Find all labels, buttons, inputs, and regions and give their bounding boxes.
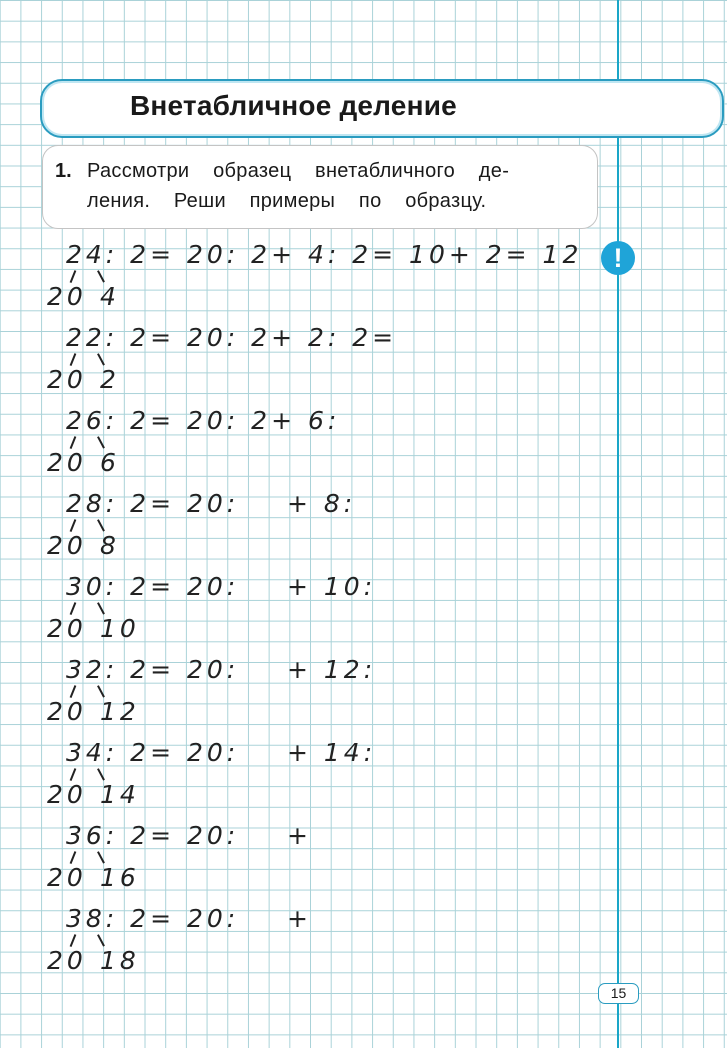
split-tens: 20 bbox=[47, 531, 87, 560]
example-row bbox=[0, 323, 600, 406]
task-instruction-box bbox=[42, 145, 598, 229]
split-stroke-left bbox=[70, 519, 76, 532]
split-stroke-left bbox=[70, 768, 76, 781]
split-tens: 20 bbox=[47, 614, 87, 643]
split-units: 18 bbox=[100, 946, 140, 975]
split-stroke-left bbox=[70, 602, 76, 615]
example-row bbox=[0, 489, 600, 572]
split-tens: 20 bbox=[47, 282, 87, 311]
section-title: Внетабличное деление bbox=[130, 90, 457, 121]
example-expression: 32: 2= 20: + 12: bbox=[66, 655, 377, 684]
example-expression: 36: 2= 20: + bbox=[66, 821, 312, 850]
split-tens: 20 bbox=[47, 365, 87, 394]
split-stroke-left bbox=[70, 685, 76, 698]
section-header bbox=[40, 79, 724, 138]
example-row bbox=[0, 738, 600, 821]
split-stroke-left bbox=[70, 270, 76, 283]
page-number: 15 bbox=[598, 983, 639, 1004]
split-tens: 20 bbox=[47, 780, 87, 809]
split-stroke-right bbox=[97, 270, 105, 282]
split-tens: 20 bbox=[47, 697, 87, 726]
split-stroke-right bbox=[97, 851, 105, 863]
split-tens: 20 bbox=[47, 863, 87, 892]
example-row bbox=[0, 406, 600, 489]
split-stroke-right bbox=[97, 934, 105, 946]
example-expression: 22: 2= 20: 2+ 2: 2= bbox=[66, 323, 398, 352]
split-tens: 20 bbox=[47, 448, 87, 477]
split-stroke-right bbox=[97, 519, 105, 531]
example-expression: 24: 2= 20: 2+ 4: 2= 10+ 2= 12 bbox=[66, 240, 583, 269]
split-stroke-right bbox=[97, 353, 105, 365]
split-stroke-left bbox=[70, 436, 76, 449]
split-units: 12 bbox=[100, 697, 140, 726]
split-units: 16 bbox=[100, 863, 140, 892]
example-expression: 26: 2= 20: 2+ 6: bbox=[66, 406, 341, 435]
example-expression: 30: 2= 20: + 10: bbox=[66, 572, 377, 601]
task-number: 1. bbox=[55, 160, 72, 182]
split-units: 6 bbox=[100, 448, 120, 477]
example-expression: 28: 2= 20: + 8: bbox=[66, 489, 357, 518]
split-stroke-left bbox=[70, 934, 76, 947]
example-row bbox=[0, 821, 600, 904]
split-stroke-right bbox=[97, 768, 105, 780]
split-stroke-right bbox=[97, 602, 105, 614]
task-text-line-2: ления. Реши примеры по образцу. bbox=[87, 190, 487, 212]
split-units: 2 bbox=[100, 365, 120, 394]
split-stroke-left bbox=[70, 353, 76, 366]
exclamation-icon: ! bbox=[601, 241, 635, 275]
example-expression: 34: 2= 20: + 14: bbox=[66, 738, 377, 767]
example-row bbox=[0, 655, 600, 738]
split-stroke-right bbox=[97, 436, 105, 448]
example-expression: 38: 2= 20: + bbox=[66, 904, 312, 933]
margin-line bbox=[617, 0, 619, 1048]
example-row bbox=[0, 904, 600, 987]
example-row bbox=[0, 572, 600, 655]
split-tens: 20 bbox=[47, 946, 87, 975]
split-units: 4 bbox=[100, 282, 120, 311]
example-row bbox=[0, 240, 600, 323]
split-stroke-left bbox=[70, 851, 76, 864]
split-units: 8 bbox=[100, 531, 120, 560]
split-units: 14 bbox=[100, 780, 140, 809]
task-text-line-1: Рассмотри образец внетабличного де- bbox=[87, 160, 510, 182]
split-stroke-right bbox=[97, 685, 105, 697]
split-units: 10 bbox=[100, 614, 140, 643]
